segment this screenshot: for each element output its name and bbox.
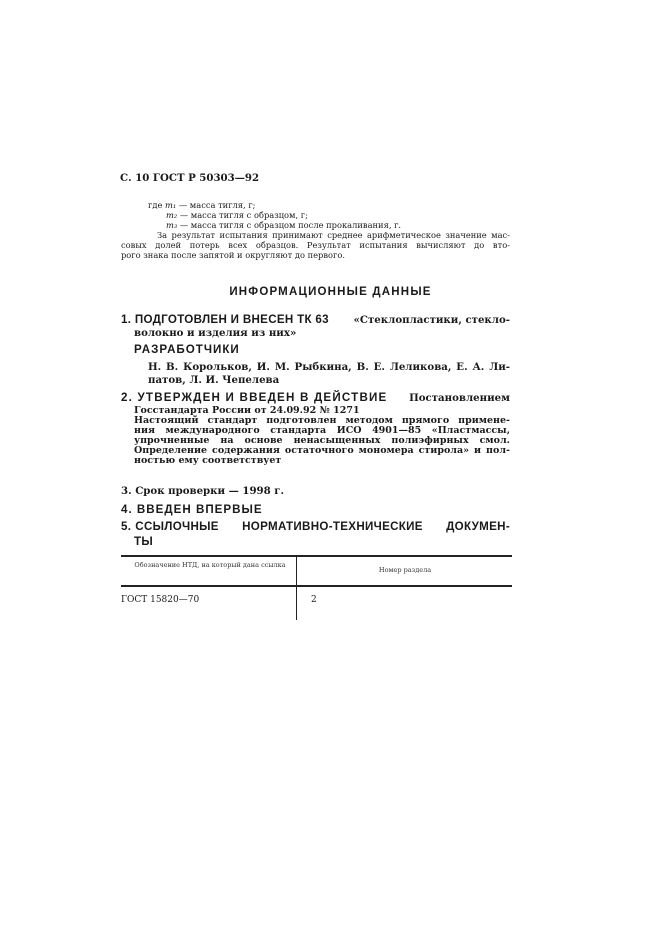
item-4 (121, 504, 263, 516)
note-text: — масса тигля с образцом, г; (179, 210, 308, 220)
item-text: ния международного стандарта ИСО 4901—85 «Пластмассы, (134, 425, 510, 436)
table-header-cell: Обозначение НТД, на который дана ссылка (134, 561, 286, 569)
table-top-rule (121, 555, 512, 557)
paragraph-line: За результат испытания принимают среднее арифметическое значение мас- (157, 230, 510, 240)
item-text: Настоящий стандарт подготовлен методом прямого примене- (134, 415, 510, 426)
item-heading: ВВЕДЕН ВПЕРВЫЕ (136, 503, 263, 516)
item-text: «Стеклопластики, стекло- (353, 314, 510, 326)
note-text: — масса тигля с образцом после прокаливания, г. (179, 220, 402, 230)
page-header: С. 10 ГОСТ Р 50303—92 (120, 172, 260, 184)
table-cell: ГОСТ 15820—70 (121, 595, 200, 605)
table-header-rule (121, 585, 512, 587)
item-heading: УТВЕРЖДЕН И ВВЕДЕН В ДЕЙСТВИЕ (137, 391, 388, 404)
developers-line: Н. В. Корольков, И. М. Рыбкина, В. Е. Леликова, Е. А. Ли- (148, 361, 510, 373)
item-number: 3. (121, 485, 132, 497)
note-symbol: m₁ (165, 200, 177, 210)
table-cell: 2 (311, 595, 317, 605)
note-prefix: где (148, 200, 166, 210)
paragraph-line: рого знака после запятой и округляют до первого. (121, 250, 346, 260)
item-1 (121, 314, 510, 326)
note-text: — масса тигля, г; (178, 200, 256, 210)
item-heading: ССЫЛОЧНЫЕ НОРМАТИВНО-ТЕХНИЧЕСКИЕ ДОКУМЕН- (135, 520, 510, 533)
section-title: ИНФОРМАЦИОННЫЕ ДАННЫЕ (229, 286, 432, 298)
developers-line: патов, Л. И. Чепелева (148, 374, 280, 386)
paragraph-line: совых долей потерь всех образцов. Результат испытания вычисляют до вто- (121, 240, 510, 250)
formula-note (148, 201, 255, 209)
item-text: ностью ему соответствует (134, 455, 282, 466)
item-number: 2. (121, 391, 134, 404)
item-text: Постановлением (409, 392, 510, 404)
item-number: 1. (121, 313, 132, 326)
formula-note (166, 211, 308, 219)
developers-title: РАЗРАБОТЧИКИ (134, 343, 240, 356)
item-number: 5. (121, 520, 132, 533)
note-symbol: m₃ (166, 220, 178, 230)
item-text: Госстандарта России от 24.09.92 № 1271 (134, 405, 360, 416)
item-heading: ПОДГОТОВЛЕН И ВНЕСЕН ТК 63 (134, 313, 329, 326)
item-heading-continued: ТЫ (134, 535, 154, 548)
note-symbol: m₂ (166, 210, 178, 220)
item-5 (121, 521, 510, 533)
item-text: упрочненные на основе ненасыщенных полиэфирных смол. (134, 435, 510, 446)
table-column-divider (296, 556, 297, 620)
item-2 (121, 392, 510, 404)
item-number: 4. (121, 503, 133, 516)
table-header-cell: Номер раздела (378, 566, 432, 574)
item-text: волокно и изделия из них» (134, 327, 297, 339)
formula-note (166, 221, 401, 229)
item-text: Определение содержания остаточного мономера стирола» и пол- (134, 445, 510, 456)
item-text: Срок проверки — 1998 г. (135, 485, 285, 497)
item-3 (121, 486, 284, 496)
